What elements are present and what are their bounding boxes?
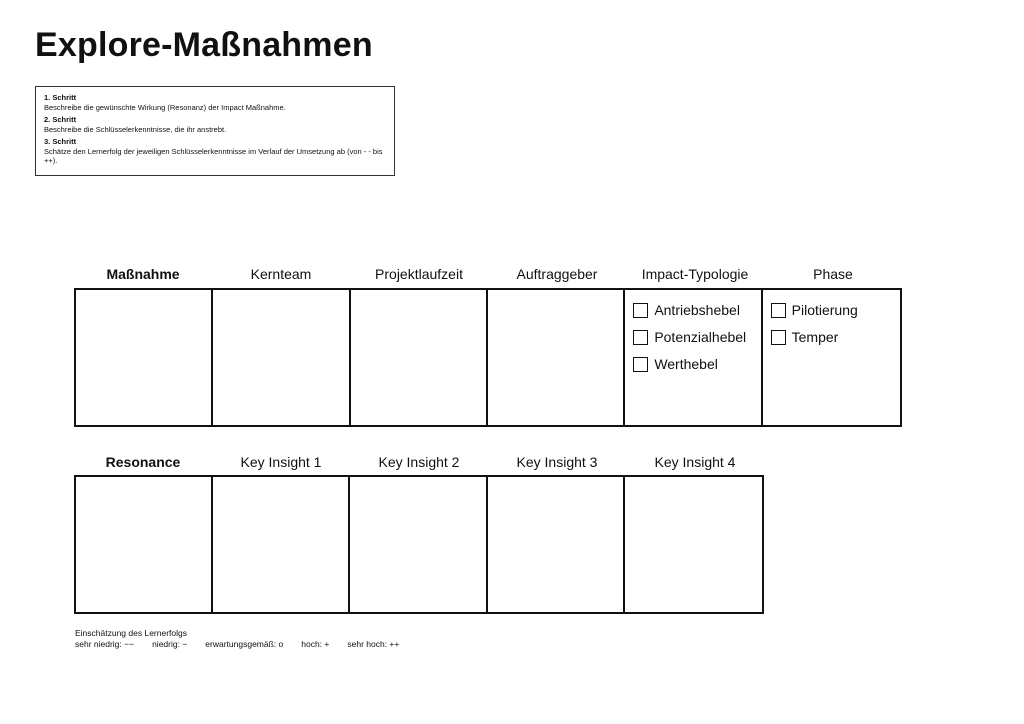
legend-item: sehr hoch: ++ bbox=[347, 639, 400, 649]
key-insight-4-cell[interactable] bbox=[625, 477, 762, 612]
instruction-step-title: 1. Schritt bbox=[44, 93, 77, 102]
header-impact-typologie: Impact-Typologie bbox=[641, 266, 749, 282]
checkbox-icon[interactable] bbox=[633, 357, 648, 372]
projektlaufzeit-cell[interactable] bbox=[351, 290, 488, 425]
top-table-headers bbox=[74, 266, 902, 282]
header-key-insight-4: Key Insight 4 bbox=[654, 454, 736, 470]
key-insight-3-cell[interactable] bbox=[488, 477, 625, 612]
header-phase: Phase bbox=[813, 266, 853, 282]
checkbox-label: Antriebshebel bbox=[654, 302, 740, 318]
header-auftraggeber: Auftraggeber bbox=[516, 266, 598, 282]
bottom-table-headers bbox=[74, 454, 764, 470]
bottom-table bbox=[74, 475, 764, 614]
checkbox-label: Pilotierung bbox=[791, 302, 858, 318]
checkbox-label: Werthebel bbox=[654, 356, 718, 372]
instruction-step-text: Schätze den Lernerfolg der jeweiligen Schlüsselerkenntnisse im Verlauf der Umsetzung ab (von - - bis ++). bbox=[44, 146, 383, 165]
header-kernteam: Kernteam bbox=[250, 266, 312, 282]
legend-items bbox=[75, 639, 399, 650]
header-key-insight-2: Key Insight 2 bbox=[378, 454, 460, 470]
legend-item: niedrig: − bbox=[152, 639, 188, 649]
checkbox-label: Potenzialhebel bbox=[654, 329, 747, 345]
checkbox-icon[interactable] bbox=[633, 303, 648, 318]
instruction-step bbox=[44, 93, 386, 112]
checkbox-icon[interactable] bbox=[633, 330, 648, 345]
instruction-step-text: Beschreibe die gewünschte Wirkung (Resonanz) der Impact Maßnahme. bbox=[44, 102, 286, 112]
checkbox-antriebshebel[interactable] bbox=[633, 302, 752, 318]
key-insight-1-cell[interactable] bbox=[213, 477, 350, 612]
impact-typologie-cell bbox=[625, 290, 762, 425]
phase-cell bbox=[763, 290, 900, 425]
legend-item: sehr niedrig: −− bbox=[75, 639, 135, 649]
instruction-step-title: 2. Schritt bbox=[44, 115, 77, 124]
checkbox-icon[interactable] bbox=[771, 330, 786, 345]
header-resonance: Resonance bbox=[105, 454, 181, 470]
legend-item: erwartungsgemäß: o bbox=[205, 639, 284, 649]
kernteam-cell[interactable] bbox=[213, 290, 350, 425]
instruction-step bbox=[44, 115, 386, 134]
checkbox-potenzialhebel[interactable] bbox=[633, 329, 752, 345]
auftraggeber-cell[interactable] bbox=[488, 290, 625, 425]
key-insight-2-cell[interactable] bbox=[350, 477, 487, 612]
checkbox-temper[interactable] bbox=[771, 329, 892, 345]
top-table bbox=[74, 288, 902, 427]
massnahme-cell[interactable] bbox=[76, 290, 213, 425]
instruction-step bbox=[44, 137, 386, 166]
header-projektlaufzeit: Projektlaufzeit bbox=[375, 266, 463, 282]
header-key-insight-3: Key Insight 3 bbox=[516, 454, 598, 470]
resonance-cell[interactable] bbox=[76, 477, 213, 612]
instruction-step-text: Beschreibe die Schlüsselerkenntnisse, die ihr anstrebt. bbox=[44, 124, 227, 134]
header-massnahme: Maßnahme bbox=[106, 266, 180, 282]
checkbox-werthebel[interactable] bbox=[633, 356, 752, 372]
instruction-step-title: 3. Schritt bbox=[44, 137, 77, 146]
checkbox-icon[interactable] bbox=[771, 303, 786, 318]
page-title: Explore-Maßnahmen bbox=[35, 26, 373, 64]
checkbox-label: Temper bbox=[791, 329, 839, 345]
checkbox-pilotierung[interactable] bbox=[771, 302, 892, 318]
legend bbox=[75, 628, 399, 650]
header-key-insight-1: Key Insight 1 bbox=[240, 454, 322, 470]
instructions-box bbox=[35, 86, 395, 176]
legend-item: hoch: + bbox=[301, 639, 330, 649]
legend-title: Einschätzung des Lernerfolgs bbox=[75, 628, 187, 638]
